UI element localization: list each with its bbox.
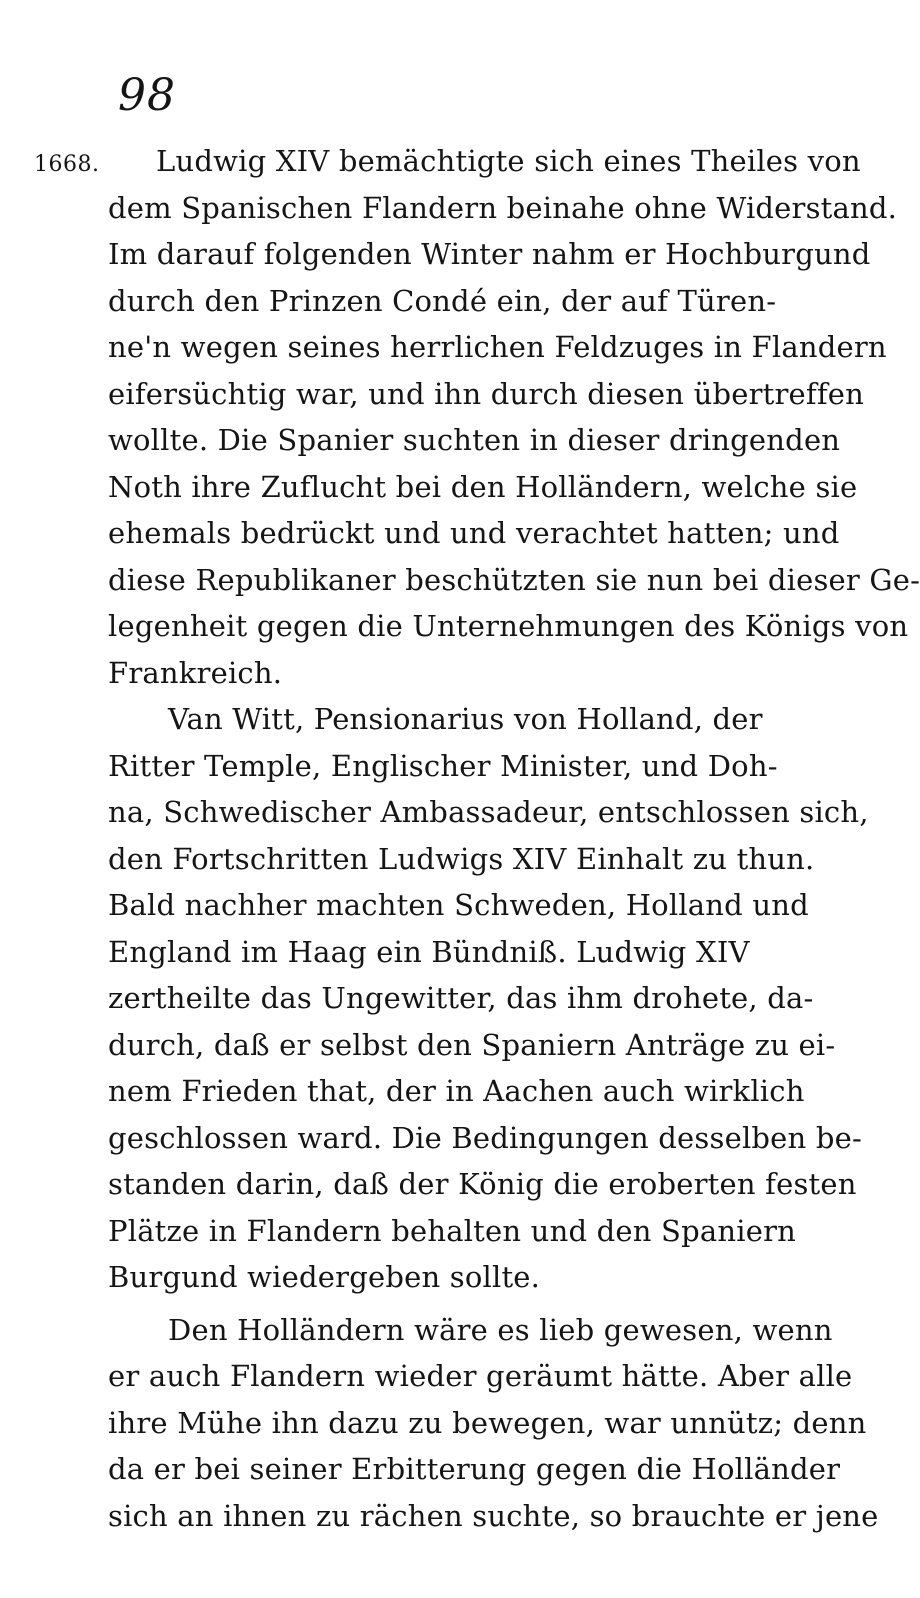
text-line: Van Witt, Pensionarius von Holland, der [168,702,763,736]
text-line: Den Holländern wäre es lieb gewesen, wenn [168,1312,833,1347]
text-line: Bald nachher machten Schweden, Holland und [108,888,809,922]
text-line: standen darin, daß der König die eroberten festen [108,1167,857,1201]
text-line: ne'n wegen seines herrlichen Feldzuges in Flandern [108,330,887,364]
text-line: da er bei seiner Erbitterung gegen die Holländer [108,1452,841,1486]
text-line: Ludwig XIV bemächtigte sich eines Theiles von [156,144,861,178]
text-line: Im darauf folgenden Winter nahm er Hochburgund [108,237,871,271]
text-line: Ritter Temple, Englischer Minister, und Doh- [108,748,778,783]
text-line: eifersüchtig war, und ihn durch diesen übertreffen [108,376,865,411]
text-line: durch den Prinzen Condé ein, der auf Türen- [108,283,777,318]
text-line: geschlossen ward. Die Bedingungen desselben be- [108,1120,862,1155]
text-line: den Fortschritten Ludwigs XIV Einhalt zu thun. [108,841,815,876]
text-line: sich an ihnen zu rächen suchte, so brauchte er jene [108,1498,879,1533]
margin-year-note: 1668. [34,152,100,177]
text-line: legenheit gegen die Unternehmungen des Königs von [108,609,909,643]
text-line: na, Schwedischer Ambassadeur, entschlossen sich, [108,795,869,829]
text-line: nem Frieden that, der in Aachen auch wirklich [108,1074,805,1108]
text-line: Burgund wiedergeben sollte. [108,1260,541,1294]
text-line: Noth ihre Zuflucht bei den Holländern, welche sie [108,469,858,504]
text-line: Plätze in Flandern behalten und den Spaniern [108,1213,797,1248]
text-line: diese Republikaner beschützten sie nun bei dieser Ge- [108,562,920,597]
text-line: durch, daß er selbst den Spaniern Anträge zu ei- [108,1027,836,1062]
text-line: ihre Mühe ihn dazu zu bewegen, war unnütz; denn [108,1405,867,1440]
body-text [108,138,920,1539]
text-line: England im Haag ein Bündniß. Ludwig XIV [108,934,750,969]
text-line: ehemals bedrückt und und verachtet hatten; und [108,516,840,550]
text-line: er auch Flandern wieder geräumt hätte. Aber alle [108,1359,853,1393]
page-number: 98 [118,70,176,121]
text-line: wollte. Die Spanier suchten in dieser dringenden [108,423,841,457]
text-line: Frankreich. [108,655,283,690]
text-line: zertheilte das Ungewitter, das ihm drohete, da- [108,981,814,1015]
text-line: dem Spanischen Flandern beinahe ohne Widerstand. [108,190,898,225]
